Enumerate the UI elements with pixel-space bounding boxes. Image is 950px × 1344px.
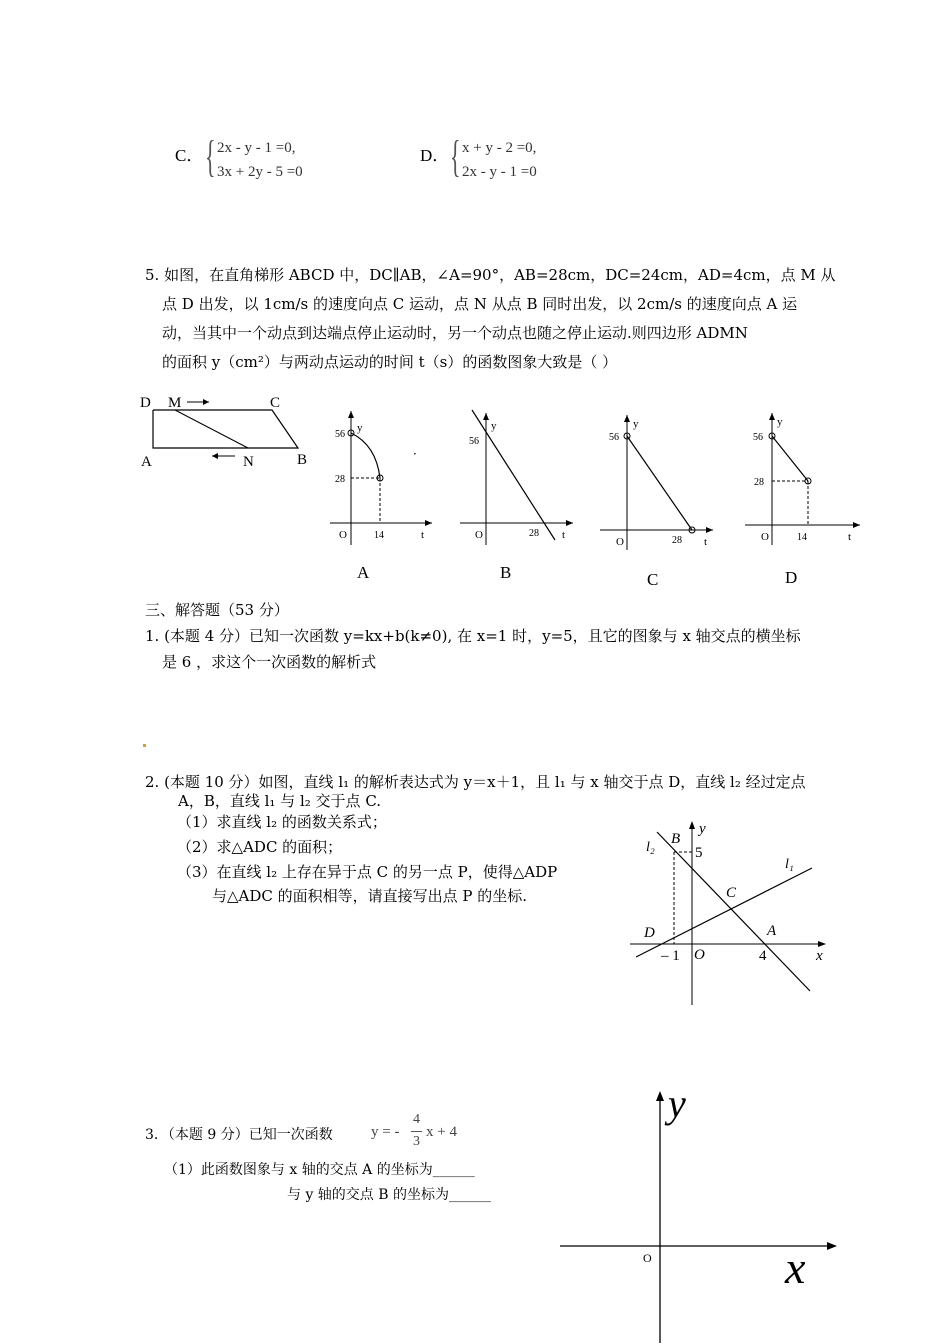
- p3-func-rhs: x + 4: [426, 1124, 457, 1140]
- label-d: D: [140, 395, 151, 411]
- option-d-eq1: x + y - 2 =0,: [462, 140, 537, 156]
- figure-label: t: [562, 529, 566, 541]
- figure-label: 56: [335, 429, 345, 440]
- p3-sub1b: 与 y 轴的交点 B 的坐标为______: [287, 1187, 491, 1203]
- p2-sub1: （1）求直线 l₂ 的函数关系式；: [177, 813, 387, 831]
- graph-a: [320, 405, 440, 590]
- figure-mark: [175, 410, 248, 448]
- figure-mark: [769, 413, 775, 420]
- figure-label: 14: [797, 532, 807, 543]
- q5-line4: 的面积 y（cm²）与两动点运动的时间 t（s）的函数图象大致是（ ）: [162, 353, 618, 371]
- figure-label: 56: [469, 436, 479, 447]
- figure-label: 28: [754, 477, 764, 488]
- figure-label: l₂: [646, 840, 655, 855]
- figure-mark: [706, 527, 713, 533]
- figure-label: 28: [672, 535, 682, 546]
- q5-line3: 动，当其中一个动点到达端点停止运动时，另一个动点也随之停止运动.则四边形 ADMN: [162, 324, 748, 342]
- figure-mark: [203, 399, 209, 405]
- figure-label: 5: [695, 845, 703, 861]
- figure-label: D: [644, 925, 655, 941]
- label-a: A: [141, 454, 152, 470]
- p3-lead: 3．（本题 9 分）已知一次函数: [145, 1127, 333, 1143]
- figure-mark: [153, 410, 298, 448]
- axis-y-label: y: [668, 1081, 686, 1126]
- axis-x-label: x: [785, 1242, 806, 1293]
- figure-label: y: [491, 420, 497, 432]
- label-n: N: [243, 454, 254, 470]
- figure-label: y: [777, 416, 783, 428]
- figure-label: 4: [759, 948, 767, 964]
- graph-d-caption: D: [785, 568, 798, 587]
- p1-line2: 是 6 ，求这个一次函数的解析式: [162, 653, 377, 671]
- figure-label: 56: [753, 432, 763, 443]
- figure-mark: [483, 413, 489, 420]
- section-3-heading: 三、解答题（53 分）: [145, 601, 289, 619]
- figure-label: B: [671, 831, 681, 847]
- p3-frac-den: 3: [413, 1134, 420, 1149]
- graph-a-caption: A: [357, 563, 370, 582]
- figure-label: 28: [529, 528, 539, 539]
- figure-mark: [827, 1242, 837, 1250]
- figure-label: l₁: [785, 857, 794, 872]
- figure-label: O: [694, 947, 705, 963]
- figure-mark: [772, 436, 808, 481]
- brace-icon: {: [205, 132, 216, 181]
- brace-icon: {: [450, 132, 461, 181]
- origin-label: O: [643, 1251, 652, 1265]
- option-c-eq2: 3x + 2y - 5 =0: [217, 164, 303, 180]
- option-c-eq1: 2x - y - 1 =0,: [217, 140, 296, 156]
- figure-mark: [566, 520, 573, 526]
- figure-label: y: [699, 821, 706, 837]
- figure-label: C: [726, 885, 737, 901]
- figure-label: O: [761, 531, 769, 543]
- problem-2-figure: [630, 815, 830, 1015]
- option-d-label: D．: [420, 146, 450, 165]
- figure-label: O: [475, 529, 483, 541]
- figure-label: 56: [609, 432, 619, 443]
- q5-line1: 5. 如图，在直角梯形 ABCD 中，DC∥AB，∠A=90°，AB=28cm，DC=24cm，AD=4cm，点 M 从: [145, 266, 836, 284]
- stray-dot: ·: [413, 447, 417, 461]
- label-b: B: [297, 452, 308, 468]
- graph-b-caption: B: [500, 563, 512, 582]
- figure-label: 28: [335, 474, 345, 485]
- p3-sub1a: （1）此函数图象与 x 轴的交点 A 的坐标为______: [164, 1162, 475, 1178]
- figure-mark: [212, 453, 218, 459]
- fraction-bar: [411, 1131, 422, 1132]
- figure-mark: [351, 433, 380, 478]
- graph-c-caption: C: [647, 570, 659, 589]
- figure-mark: [348, 411, 354, 418]
- figure-label: t: [848, 531, 852, 543]
- figure-label: y: [357, 422, 363, 434]
- p3-func-lhs: y = -: [371, 1124, 400, 1140]
- figure-mark: [689, 821, 695, 829]
- figure-label: O: [339, 529, 347, 541]
- figure-label: O: [616, 536, 624, 548]
- figure-mark: [627, 436, 692, 530]
- figure-mark: [818, 941, 826, 947]
- figure-mark: [624, 415, 630, 422]
- option-c-label: C．: [175, 146, 204, 165]
- figure-mark: [656, 1091, 664, 1101]
- figure-mark: [425, 520, 432, 526]
- q5-line2: 点 D 出发，以 1cm/s 的速度向点 C 运动，点 N 从点 B 同时出发，以 2cm/s 的速度向点 A 运: [162, 295, 798, 313]
- graph-d: [740, 405, 865, 590]
- label-m: M: [168, 395, 182, 411]
- figure-label: 14: [374, 530, 384, 541]
- p2-line1: 2. (本题 10 分）如图，直线 l₁ 的解析表达式为 y＝x＋1，且 l₁ 与 x 轴交于点 D，直线 l₂ 经过定点: [145, 773, 806, 791]
- problem-3-axes: [555, 1081, 845, 1344]
- graph-b: [455, 405, 580, 590]
- figure-mark: [853, 522, 860, 528]
- p2-sub3b: 与△ADC 的面积相等，请直接写出点 P 的坐标.: [212, 887, 528, 905]
- p2-sub3a: （3）在直线 l₂ 上存在异于点 C 的另一点 P，使得△ADP: [177, 863, 558, 881]
- stray-mark: [143, 744, 146, 747]
- figure-label: – 1: [661, 948, 680, 964]
- graph-c: [595, 405, 720, 590]
- label-c: C: [270, 395, 281, 411]
- figure-label: A: [767, 923, 777, 939]
- figure-label: t: [421, 529, 425, 541]
- trapezoid-figure: [135, 388, 315, 473]
- option-d-eq2: 2x - y - 1 =0: [462, 164, 537, 180]
- figure-label: t: [704, 536, 708, 548]
- p2-sub2: （2）求△ADC 的面积；: [177, 838, 343, 856]
- p1-line1: 1. (本题 4 分）已知一次函数 y=kx+b(k≠0), 在 x=1 时，y=5，且它的图象与 x 轴交点的横坐标: [145, 627, 801, 645]
- p3-frac-num: 4: [413, 1112, 420, 1127]
- figure-label: x: [816, 948, 823, 964]
- p2-line2: A，B，直线 l₁ 与 l₂ 交于点 C.: [178, 792, 382, 810]
- figure-mark: [472, 410, 555, 540]
- figure-mark: [657, 832, 810, 991]
- figure-label: y: [633, 418, 639, 430]
